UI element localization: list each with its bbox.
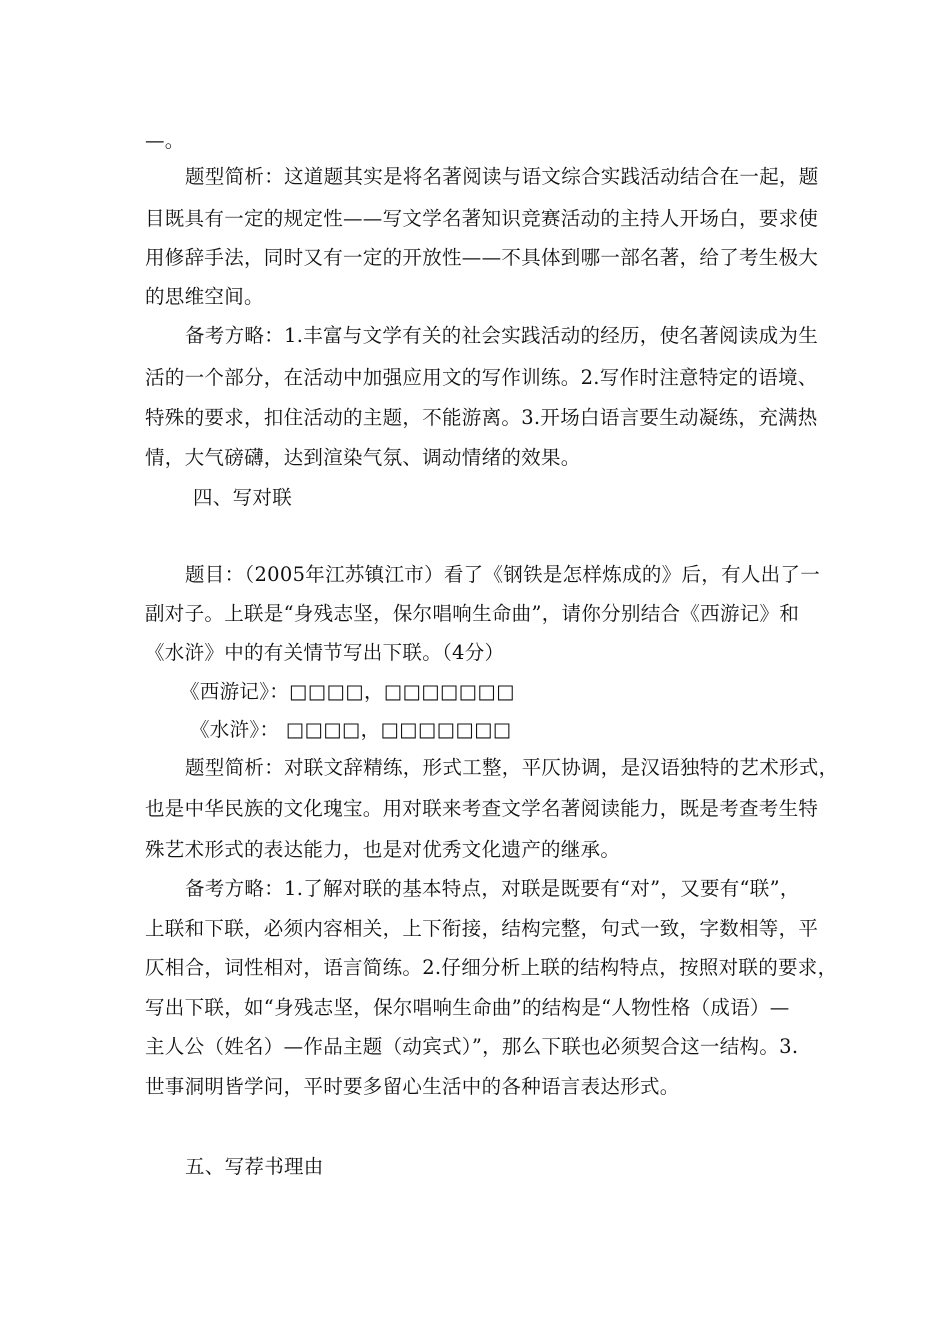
couplet-line-xiyouji: 《西游记》：□□□□，□□□□□□□	[180, 680, 515, 703]
text-line: 写出下联，如“身残志坚，保尔唱响生命曲”的结构是“人物性格（成语）—	[145, 996, 790, 1019]
text-line: 仄相合，词性相对，语言简练。2.仔细分析上联的结构特点，按照对联的要求，	[145, 956, 838, 979]
text-line: 也是中华民族的文化瑰宝。用对联来考查文学名著阅读能力，既是考查考生特	[145, 797, 819, 820]
text-line: 《水浒》中的有关情节写出下联。（4分）	[145, 641, 505, 664]
text-line: 备考方略：1.丰富与文学有关的社会实践活动的经历，使名著阅读成为生	[185, 324, 819, 347]
text-line: 副对子。上联是“身残志坚，保尔唱响生命曲”，请你分别结合《西游记》和	[145, 602, 800, 625]
text-line: 题型简析：对联文辞精练，形式工整，平仄协调，是汉语独特的艺术形式，	[185, 756, 839, 779]
text-line: 上联和下联，必须内容相关，上下衔接，结构完整，句式一致，字数相等，平	[145, 917, 819, 940]
text-line: 目既具有一定的规定性——写文学名著知识竞赛活动的主持人开场白，要求使	[145, 207, 819, 230]
text-line: 世事洞明皆学问，平时要多留心生活中的各种语言表达形式。	[145, 1075, 680, 1098]
text-line: 用修辞手法，同时又有一定的开放性——不具体到哪一部名著，给了考生极大	[145, 246, 819, 269]
text-line: 特殊的要求，扣住活动的主题，不能游离。3.开场白语言要生动凝练，充满热	[145, 406, 818, 429]
section-heading: 五、写荐书理由	[185, 1155, 324, 1178]
text-line: 的思维空间。	[145, 285, 264, 308]
text-line: 题目：（2005年江苏镇江市）看了《钢铁是怎样炼成的》后，有人出了一	[185, 563, 821, 586]
text-line: 殊艺术形式的表达能力，也是对优秀文化遗产的继承。	[145, 838, 621, 861]
text-line: 备考方略：1.了解对联的基本特点，对联是既要有“对”，又要有“联”，	[185, 877, 800, 900]
text-line: 情，大气磅礴，达到渲染气氛、调动情绪的效果。	[145, 446, 581, 469]
section-heading: 四、写对联	[193, 486, 293, 509]
text-line: 主人公（姓名）—作品主题（动宾式）”，那么下联也必须契合这一结构。3.	[145, 1035, 799, 1058]
text-line: —。	[145, 129, 185, 152]
couplet-line-shuihu: 《水浒》： □□□□，□□□□□□□	[190, 718, 512, 741]
text-line: 活的一个部分，在活动中加强应用文的写作训练。2.写作时注意特定的语境、	[145, 366, 818, 389]
text-line: 题型简析：这道题其实是将名著阅读与语文综合实践活动结合在一起，题	[185, 165, 819, 188]
